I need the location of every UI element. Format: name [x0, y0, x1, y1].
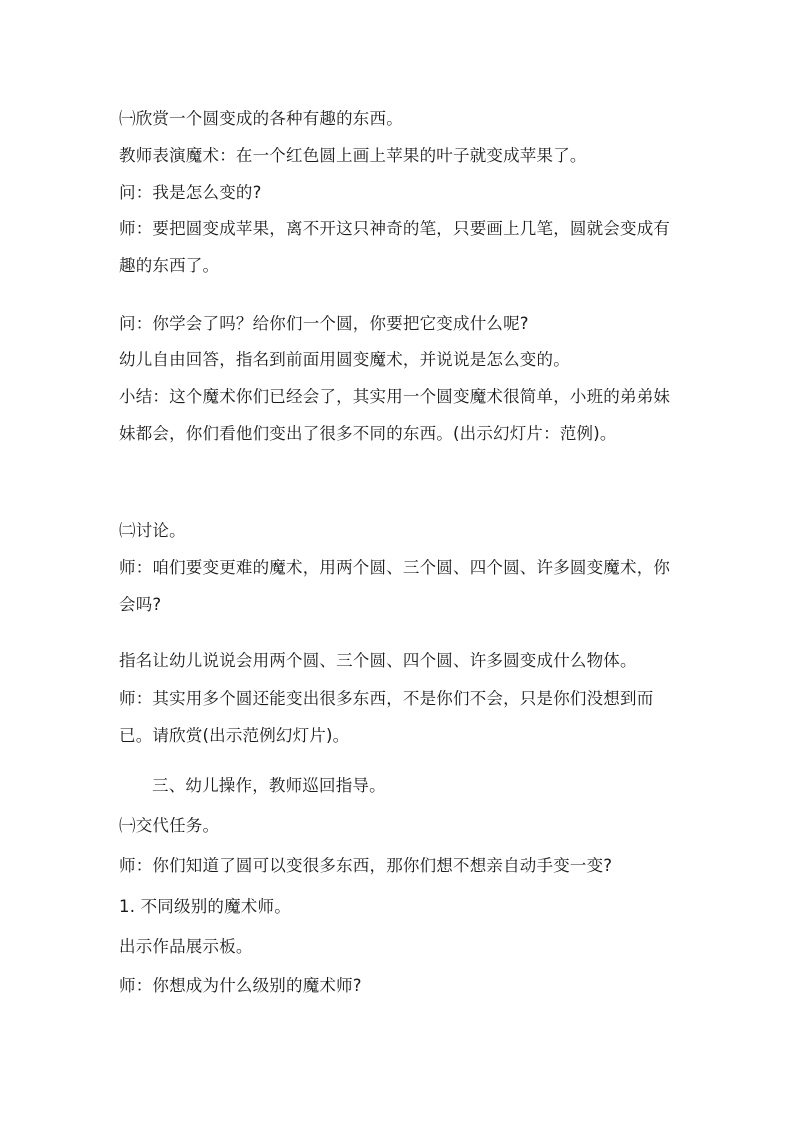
paragraph-children-answer: 幼儿自由回答，指名到前面用圆变魔术，并说说是怎么变的。	[119, 350, 570, 369]
paragraph-teacher-pen: 师：要把圆变成苹果，离不开这只神奇的笔，只要画上几笔，圆就会变成有趣的东西了。	[119, 219, 671, 275]
paragraph-teacher-try: 师：你们知道了圆可以变很多东西，那你们想不想亲自动手变一变?	[119, 856, 613, 875]
paragraph-summary: 小结：这个魔术你们已经会了，其实用一个圆变魔术很简单，小班的弟弟妹妹都会，你们看他们变出了很多不同的东西。(出示幻灯片：范例)。	[119, 387, 671, 443]
paragraph-children-say: 指名让幼儿说说会用两个圆、三个圆、四个圆、许多圆变成什么物体。	[119, 651, 637, 670]
paragraph-teacher-magic: 教师表演魔术：在一个红色圆上画上苹果的叶子就变成苹果了。	[119, 146, 587, 165]
paragraph-task-heading: ㈠交代任务。	[119, 816, 220, 835]
paragraph-question-how: 问：我是怎么变的?	[119, 183, 262, 202]
paragraph-teacher-harder: 师：咱们要变更难的魔术，用两个圆、三个圆、四个圆、许多圆变魔术，你会吗?	[119, 558, 671, 614]
paragraph-levels: 1. 不同级别的魔术师。	[119, 897, 291, 916]
section-three-heading: 三、幼儿操作，教师巡回指导。	[152, 776, 386, 795]
paragraph-display-board: 出示作品展示板。	[119, 937, 253, 956]
paragraph-teacher-many-circles: 师：其实用多个圆还能变出很多东西，不是你们不会，只是你们没想到而已。请欣赏(出示范例幻灯片)。	[119, 689, 654, 745]
paragraph-question-learned: 问：你学会了吗？给你们一个圆，你要把它变成什么呢?	[119, 314, 529, 333]
paragraph-discussion-heading: ㈡讨论。	[119, 521, 186, 540]
paragraph-appreciate-heading: ㈠欣赏一个圆变成的各种有趣的东西。	[119, 109, 403, 128]
paragraph-teacher-level-question: 师：你想成为什么级别的魔术师?	[119, 976, 362, 995]
